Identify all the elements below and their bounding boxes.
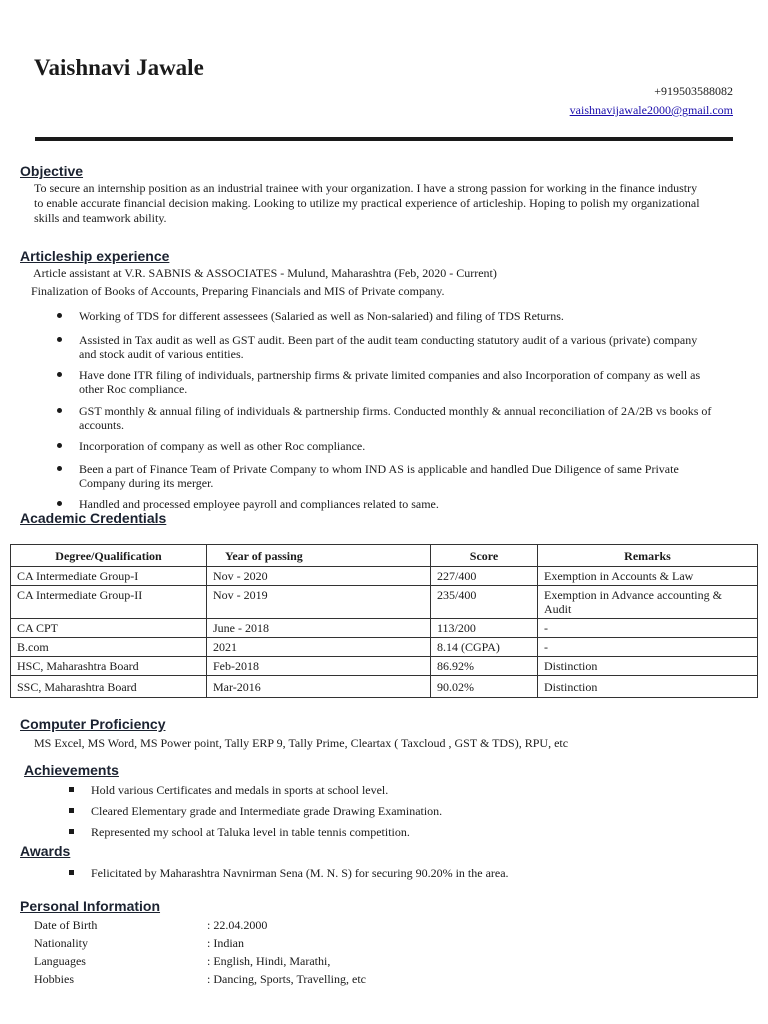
personal-label: Date of Birth	[34, 918, 98, 932]
list-item: Have done ITR filing of individuals, partnership firms & private limited companies and also Incorporation of company as well as other Roc compliance.	[79, 368, 749, 396]
table-cell: CA Intermediate Group-II	[11, 586, 207, 619]
candidate-name: Vaishnavi Jawale	[34, 55, 204, 80]
table-cell: 86.92%	[431, 657, 538, 676]
articleship-duties-list	[79, 309, 749, 511]
table-cell: Distinction	[538, 657, 758, 676]
table-row	[11, 657, 758, 676]
table-row	[11, 619, 758, 638]
table-row	[11, 567, 758, 586]
bullet-icon	[69, 808, 74, 813]
academic-heading: Academic Credentials	[20, 510, 167, 526]
column-header: Degree/Qualification	[11, 545, 207, 567]
bullet-icon	[57, 372, 62, 377]
table-cell: 227/400	[431, 567, 538, 586]
bullet-icon	[69, 829, 74, 834]
list-item: Felicitated by Maharashtra Navnirman Sena (M. N. S) for securing 90.20% in the area.	[91, 866, 691, 880]
table-cell: 90.02%	[431, 676, 538, 698]
table-header-row	[11, 545, 758, 567]
table-row	[11, 586, 758, 619]
column-header: Remarks	[538, 545, 758, 567]
articleship-role: Article assistant at V.R. SABNIS & ASSOCIATES - Mulund, Maharashtra (Feb, 2020 - Current)	[33, 266, 497, 280]
table-cell: 235/400	[431, 586, 538, 619]
personal-value: : Dancing, Sports, Travelling, etc	[207, 972, 366, 986]
personal-label: Nationality	[34, 936, 88, 950]
bullet-icon	[57, 501, 62, 506]
computer-skills: MS Excel, MS Word, MS Power point, Tally ERP 9, Tally Prime, Cleartax ( Taxcloud , GST & TDS), RPU, etc	[34, 736, 569, 750]
table-cell: Nov - 2019	[207, 586, 431, 619]
computer-heading: Computer Proficiency	[20, 716, 166, 732]
table-cell: Mar-2016	[207, 676, 431, 698]
table-cell: SSC, Maharashtra Board	[11, 676, 207, 698]
table-cell: Feb-2018	[207, 657, 431, 676]
header-divider	[35, 137, 733, 141]
bullet-icon	[57, 337, 62, 342]
personal-value: : Indian	[207, 936, 244, 950]
list-item: Hold various Certificates and medals in sports at school level.	[91, 783, 691, 797]
list-item: Handled and processed employee payroll and compliances related to same.	[79, 497, 749, 511]
email-link[interactable]: vaishnavijawale2000@gmail.com	[569, 103, 733, 117]
objective-line: skills and teamwork ability.	[34, 211, 167, 225]
awards-list	[91, 866, 691, 880]
list-item: Cleared Elementary grade and Intermediate grade Drawing Examination.	[91, 804, 691, 818]
objective-text	[34, 181, 744, 226]
personal-label: Hobbies	[34, 972, 74, 986]
table-cell: 113/200	[431, 619, 538, 638]
bullet-icon	[57, 466, 62, 471]
personal-label: Languages	[34, 954, 86, 968]
personal-value: : 22.04.2000	[207, 918, 268, 932]
objective-line: to enable accurate financial decision making. Looking to utilize my practical experience of articleship. Hoping to polish my organizational	[34, 196, 700, 210]
bullet-icon	[57, 313, 62, 318]
phone-number: +919503588082	[654, 84, 733, 98]
list-item: Incorporation of company as well as other Roc compliance.	[79, 439, 749, 453]
table-row	[11, 676, 758, 698]
bullet-icon	[69, 787, 74, 792]
table-cell: Exemption in Advance accounting & Audit	[538, 586, 758, 619]
bullet-icon	[69, 870, 74, 875]
table-cell: -	[538, 638, 758, 657]
bullet-icon	[57, 443, 62, 448]
bullet-icon	[57, 408, 62, 413]
articleship-summary: Finalization of Books of Accounts, Preparing Financials and MIS of Private company.	[31, 284, 445, 298]
column-header: Score	[431, 545, 538, 567]
achievements-heading: Achievements	[24, 762, 119, 778]
personal-heading: Personal Information	[20, 898, 161, 914]
table-cell: B.com	[11, 638, 207, 657]
table-cell: 8.14 (CGPA)	[431, 638, 538, 657]
table-cell: 2021	[207, 638, 431, 657]
table-cell: Distinction	[538, 676, 758, 698]
list-item: Working of TDS for different assessees (Salaried as well as Non-salaried) and filing of TDS Returns.	[79, 309, 749, 323]
table-cell: -	[538, 619, 758, 638]
objective-heading: Objective	[20, 163, 84, 179]
table-cell: HSC, Maharashtra Board	[11, 657, 207, 676]
table-cell: Nov - 2020	[207, 567, 431, 586]
objective-line: To secure an internship position as an industrial trainee with your organization. I have a strong passion for working in the finance industry	[34, 181, 698, 195]
table-cell: CA Intermediate Group-I	[11, 567, 207, 586]
list-item: Assisted in Tax audit as well as GST audit. Been part of the audit team conducting statutory audit of a various (private) company and stock audit of various entities.	[79, 333, 749, 361]
list-item: GST monthly & annual filing of individuals & partnership firms. Conducted monthly & annual reconciliation of 2A/2B vs books of accounts.	[79, 404, 749, 432]
table-row	[11, 638, 758, 657]
list-item: Represented my school at Taluka level in table tennis competition.	[91, 825, 691, 839]
achievements-list	[91, 783, 691, 839]
table-cell: CA CPT	[11, 619, 207, 638]
table-cell: Exemption in Accounts & Law	[538, 567, 758, 586]
articleship-heading: Articleship experience	[20, 248, 170, 264]
list-item: Been a part of Finance Team of Private Company to whom IND AS is applicable and handled Due Diligence of same Private Company during its merger.	[79, 462, 749, 490]
personal-value: : English, Hindi, Marathi,	[207, 954, 331, 968]
table-cell: June - 2018	[207, 619, 431, 638]
awards-heading: Awards	[20, 843, 71, 859]
academic-table	[10, 544, 758, 698]
column-header: Year of passing	[207, 545, 431, 567]
